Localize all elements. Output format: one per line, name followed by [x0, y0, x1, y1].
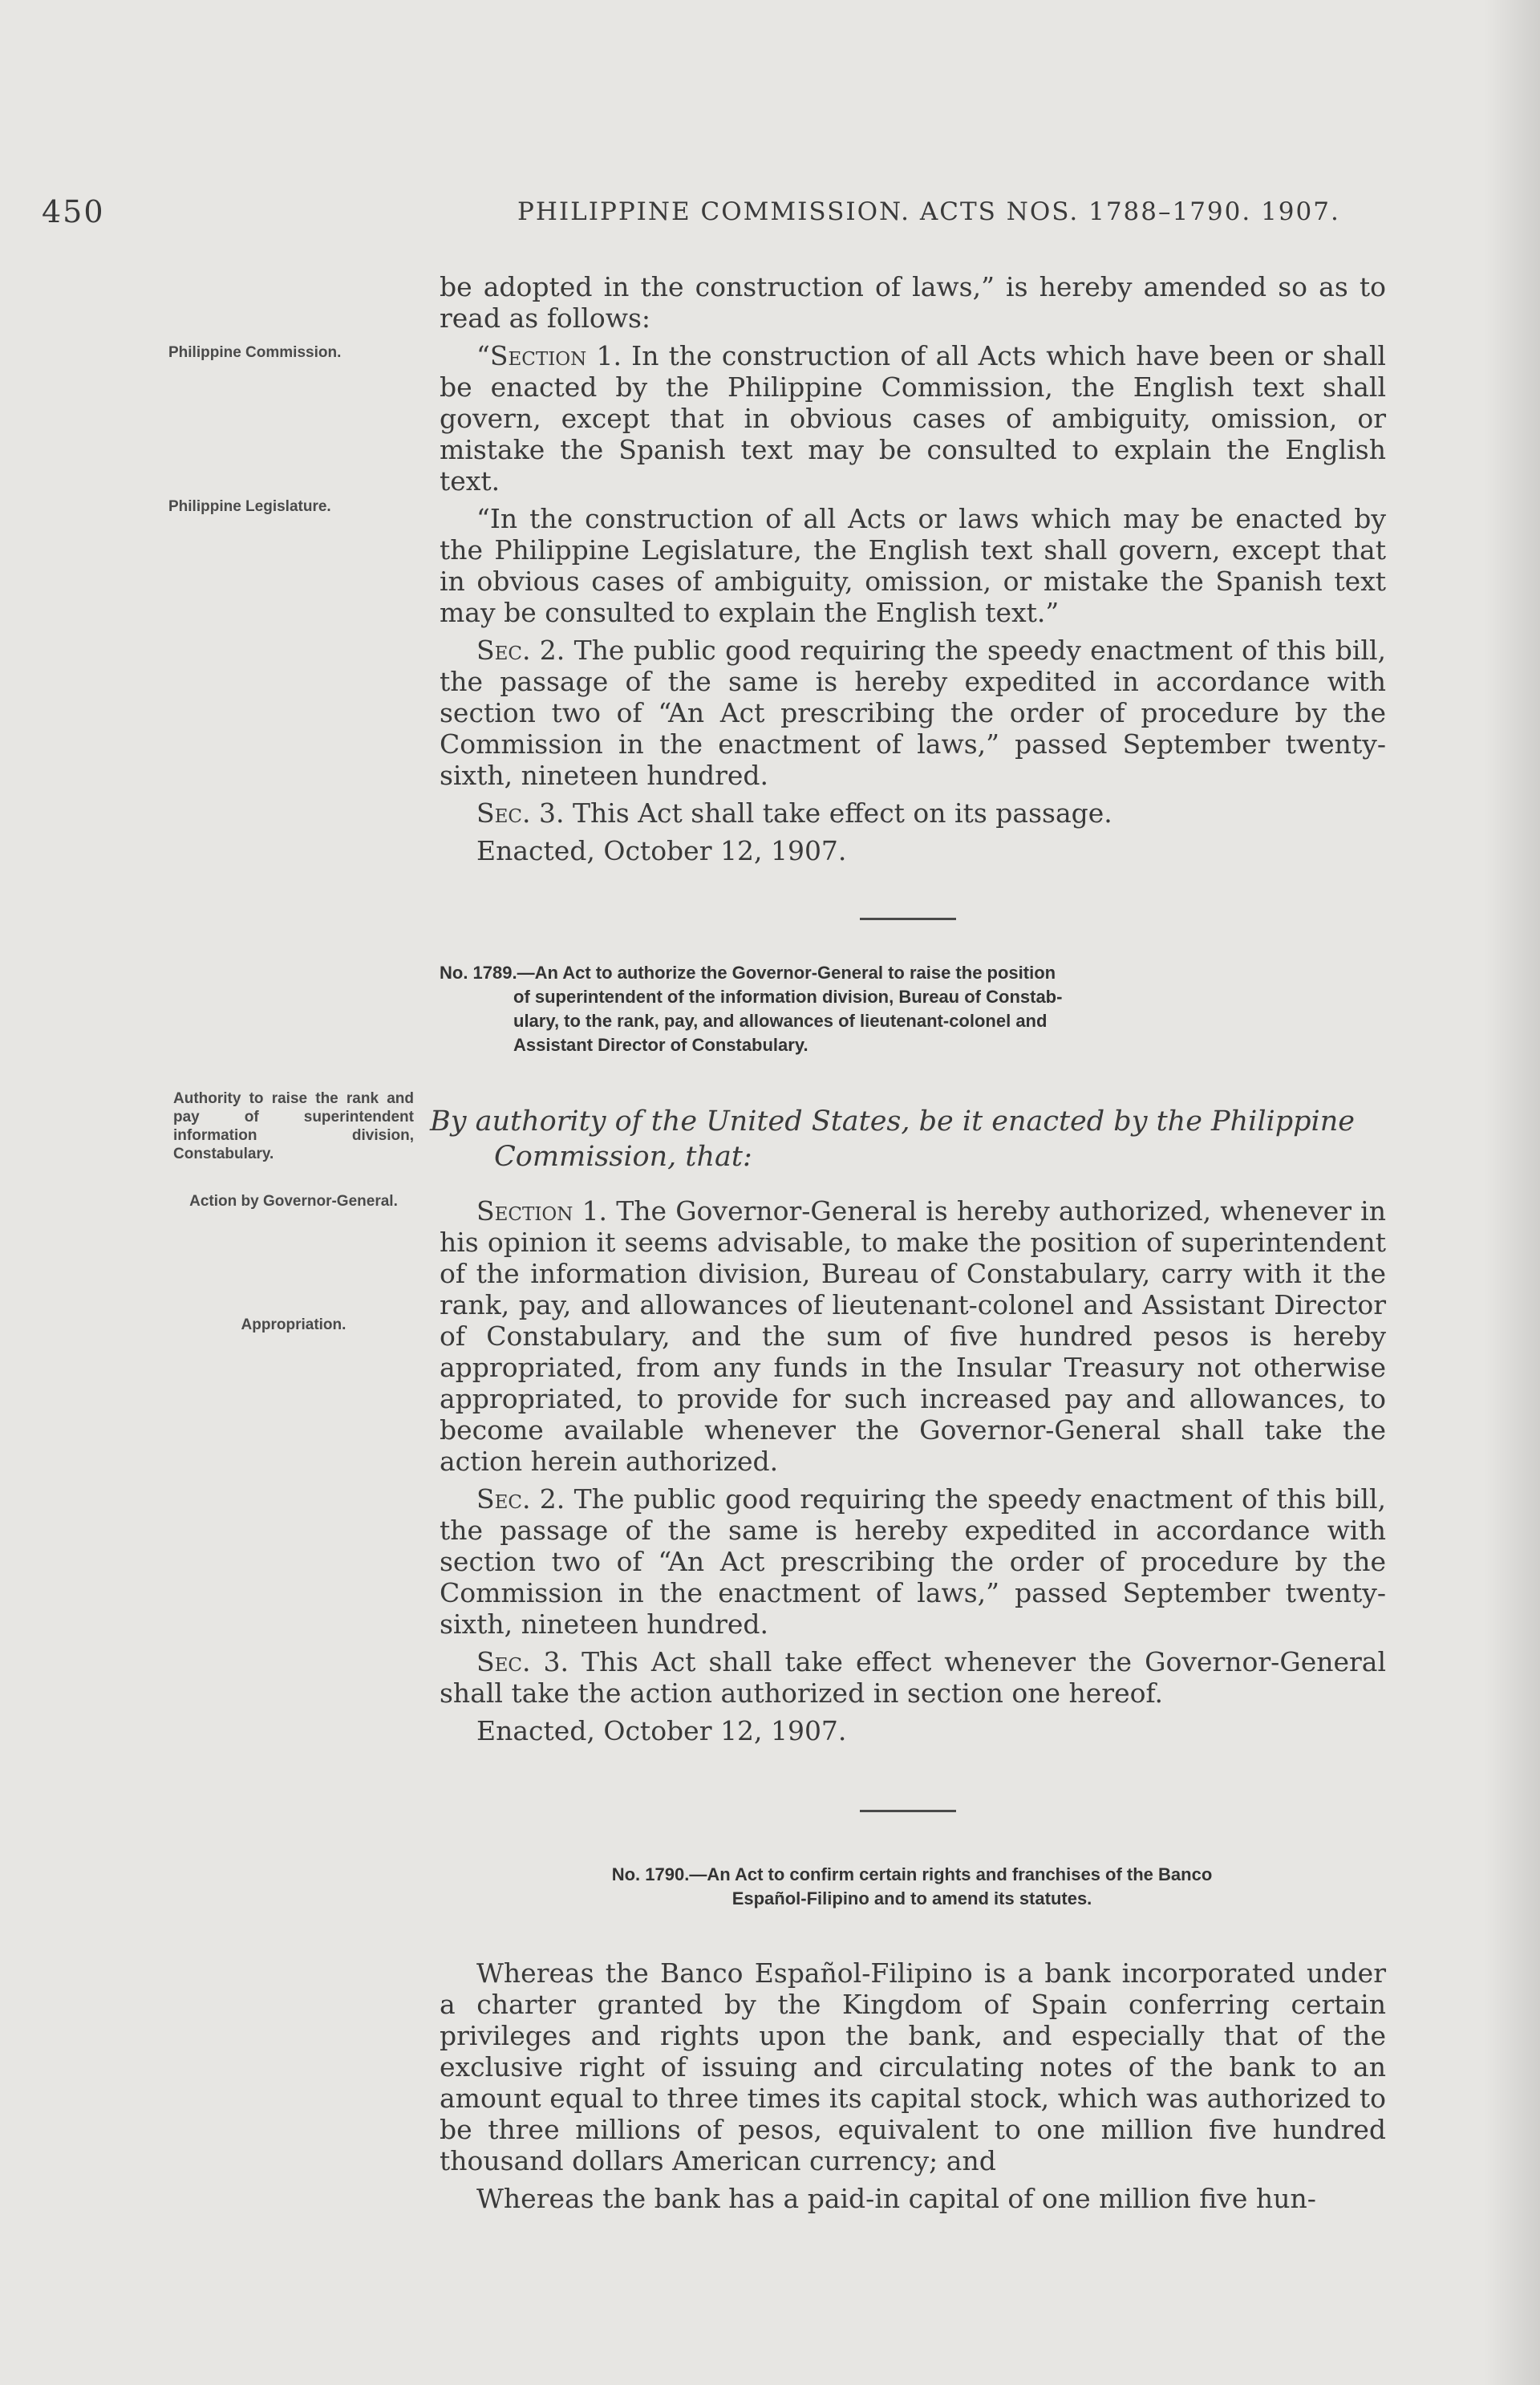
margin-note-action-by-governor-general: Action by Governor-General. — [189, 1193, 398, 1210]
paragraph-sec-2 — [440, 635, 1386, 791]
section-label: Sec. 3. — [476, 1646, 569, 1677]
section-text: The public good requiring the speedy enactment of this bill, the passage of the same is hereby expedited in accordance with section two of “An Act prescribing the order of procedure by the Commission in the enactment of laws,” passed September twenty-sixth, nineteen hundred. — [440, 1483, 1386, 1640]
enacted-date: Enacted, October 12, 1907. — [476, 1715, 847, 1746]
paragraph-whereas-2: Whereas the bank has a paid-in capital of one million five hun- — [476, 2183, 1316, 2214]
act-1789-heading — [440, 961, 1384, 1057]
section-label: Sec. 2. — [476, 1483, 565, 1515]
paragraph-legislature: “In the construction of all Acts or laws which may be enacted by the Philippine Legislature, the English text shall govern, except that in obvious cases of ambiguity, omission, or mistake the Spanish text may be consulted to explain the English text.” — [440, 503, 1386, 628]
running-head: PHILIPPINE COMMISSION. ACTS NOS. 1788–1790. 1907. — [517, 197, 1340, 226]
section-label: Sec. 2. — [476, 635, 565, 666]
act-1790-body — [440, 1957, 1386, 2221]
enacting-line: By authority of the United States, be it enacted by the Philippine — [430, 1105, 1355, 1138]
act-1788-continued — [440, 271, 1386, 873]
enacting-clause — [430, 1104, 1384, 1174]
heading-line: Español-Filipino and to amend its statutes. — [732, 1888, 1092, 1908]
page-number: 450 — [42, 194, 105, 229]
margin-note-philippine-commission: Philippine Commission. — [168, 344, 342, 361]
section-label: Sec. 3. — [476, 797, 565, 829]
section-text: This Act shall take effect on its passage. — [572, 797, 1112, 829]
heading-line: ulary, to the rank, pay, and allowances of lieutenant-colonel and — [513, 1011, 1048, 1031]
paragraph-sec-3 — [440, 797, 1386, 829]
paragraph-opening: be adopted in the construction of laws,” is hereby amended so as to read as follows: — [440, 271, 1386, 334]
section-divider-rule — [860, 918, 956, 920]
act-1790-heading — [440, 1863, 1384, 1911]
enacted-date: Enacted, October 12, 1907. — [476, 835, 847, 866]
margin-note-appropriation: Appropriation. — [241, 1316, 346, 1333]
section-label: Section 1. — [476, 1195, 608, 1227]
paragraph-sec-2 — [440, 1483, 1386, 1640]
act-1789-body — [440, 1195, 1386, 1753]
section-text: This Act shall take effect whenever the Governor-General shall take the action authorized in section one hereof. — [440, 1646, 1387, 1709]
heading-line: No. 1790.—An Act to confirm certain rights and franchises of the Banco — [611, 1864, 1213, 1884]
margin-note-authority-to-raise: Authority to raise the rank and pay of superintendent information division, Constabulary. — [173, 1090, 414, 1162]
paragraph-sec-3 — [440, 1646, 1386, 1709]
heading-line: Assistant Director of Constabulary. — [513, 1035, 808, 1055]
heading-line: No. 1789.—An Act to authorize the Governor-General to raise the position — [440, 963, 1056, 983]
paragraph-section-1 — [440, 340, 1386, 497]
section-text: In the construction of all Acts which have been or shall be enacted by the Philippine Commission, the English text shall govern, except that in obvious cases of ambiguity, omission, or mistake the Spanish text may be consulted to explain the English text. — [440, 340, 1386, 497]
enacting-line: Commission, that: — [494, 1141, 752, 1173]
margin-note-philippine-legislature: Philippine Legislature. — [168, 498, 331, 515]
section-text: The Governor-General is hereby authorized, whenever in his opinion it seems advisable, to make the position of superintendent of the information division, Bureau of Constabulary, carry with it the rank, pay, and allowances of lieutenant-colonel and Assistant Director of Constabulary, and the sum of five hundred pesos is hereby appropriated, from any funds in the Insular Treasury not otherwise appropriated, to provide for such increased pay and allowances, to become available whenever the Governor-General shall take the action herein authorized. — [440, 1195, 1386, 1477]
paragraph-section-1 — [440, 1195, 1386, 1477]
paragraph-whereas-1: Whereas the Banco Español-Filipino is a bank incorporated under a charter granted by the Kingdom of Spain conferring certain privileges and rights upon the bank, and especially that of the exclusive right of issuing and circulating notes of the bank to an amount equal to three times its capital stock, which was authorized to be three millions of pesos, equivalent to one million five hundred thousand dollars American currency; and — [440, 1957, 1386, 2176]
section-label: “Section 1. — [476, 340, 622, 371]
section-divider-rule — [860, 1810, 956, 1812]
section-text: The public good requiring the speedy enactment of this bill, the passage of the same is hereby expedited in accordance with section two of “An Act prescribing the order of procedure by the Commission in the enactment of laws,” passed September twenty-sixth, nineteen hundred. — [440, 635, 1386, 791]
page-edge-shadow — [1484, 0, 1540, 2385]
heading-line: of superintendent of the information division, Bureau of Constab- — [513, 987, 1063, 1007]
